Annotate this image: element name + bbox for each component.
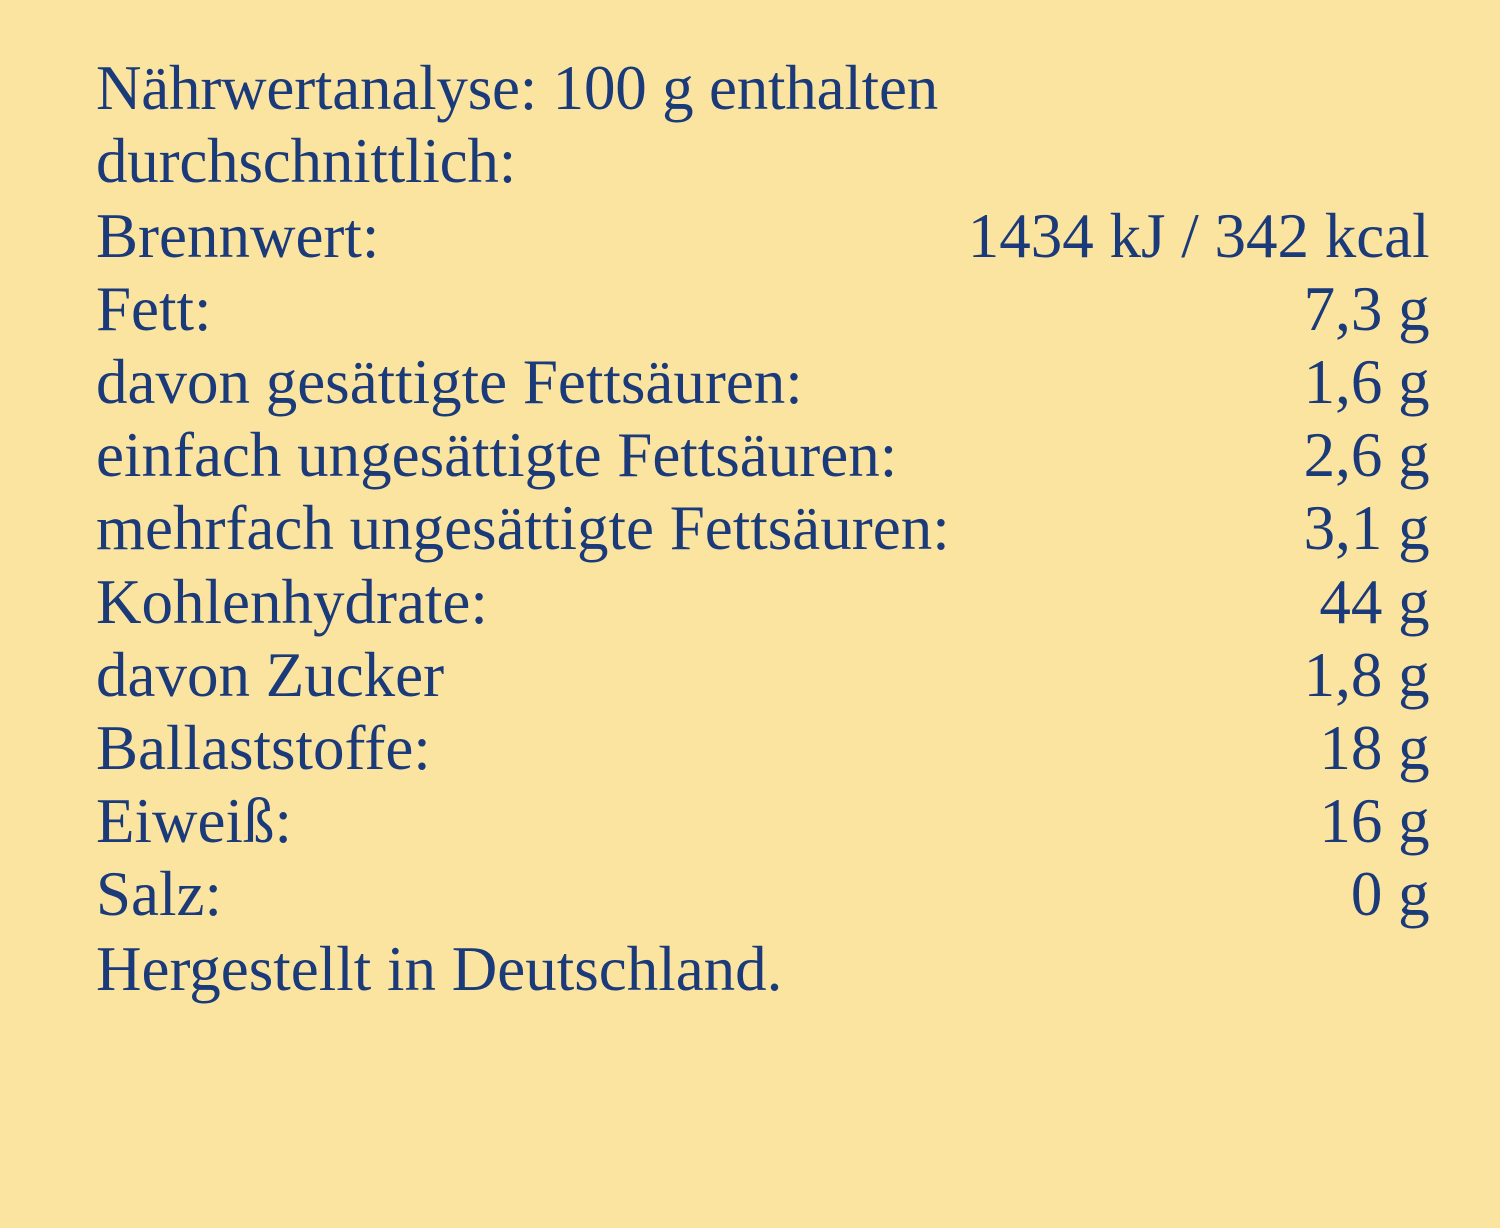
table-row	[96, 858, 1430, 931]
table-row	[96, 566, 1430, 639]
nutrient-value: 2,6 g	[1303, 420, 1430, 491]
nutrient-name: Eiweiß:	[96, 785, 292, 856]
table-row	[96, 712, 1430, 785]
table-row	[96, 273, 1430, 346]
nutrient-value: 3,1 g	[1303, 493, 1430, 564]
table-row	[96, 785, 1430, 858]
nutrient-value: 0 g	[1350, 858, 1430, 929]
nutrient-name: davon gesättigte Fettsäuren:	[96, 347, 803, 418]
nutrient-value: 7,3 g	[1303, 274, 1430, 345]
nutrition-table-body	[96, 200, 1430, 931]
nutrient-value: 16 g	[1319, 785, 1430, 856]
nutrient-name: Kohlenhydrate:	[96, 566, 488, 637]
nutrient-value: 1,8 g	[1303, 639, 1430, 710]
nutrient-value: 1,6 g	[1303, 347, 1430, 418]
table-row	[96, 200, 1430, 273]
table-row	[96, 492, 1430, 565]
origin-statement: Hergestellt in Deutschland.	[96, 933, 783, 1004]
nutrient-value: 18 g	[1319, 712, 1430, 783]
nutrition-heading: Nährwertanalyse: 100 g enthalten durchschnittlich:	[96, 53, 939, 197]
nutrient-value: 1434 kJ / 342 kcal	[967, 201, 1430, 272]
nutrient-name: einfach ungesättigte Fettsäuren:	[96, 420, 898, 491]
nutrient-name: mehrfach ungesättigte Fettsäuren:	[96, 493, 950, 564]
nutrition-table	[96, 200, 1430, 931]
nutrient-name: Salz:	[96, 858, 222, 929]
nutrient-value: 44 g	[1319, 566, 1430, 637]
nutrient-name: Fett:	[96, 274, 212, 345]
nutrient-name: davon Zucker	[96, 639, 445, 710]
nutrient-name: Ballaststoffe:	[96, 712, 431, 783]
table-row	[96, 419, 1430, 492]
table-row	[96, 639, 1430, 712]
nutrient-name: Brennwert:	[96, 201, 380, 272]
table-row	[96, 346, 1430, 419]
